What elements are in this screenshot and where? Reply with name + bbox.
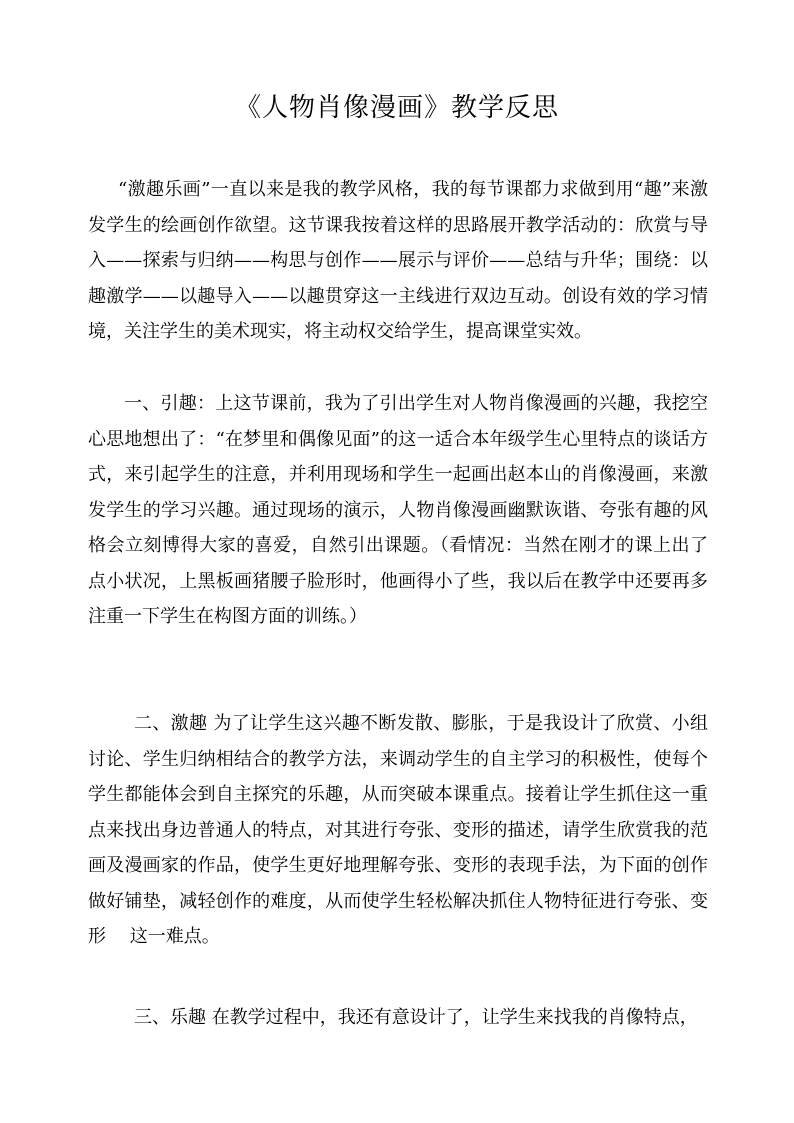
document-title: 《人物肖像漫画》教学反思 <box>234 93 559 123</box>
paragraph-intro: “激趣乐画”一直以来是我的教学风格，我的每节课都力求做到用“趣”来激发学生的绘画创作欲望。这节课我按着这样的思路展开教学活动的：欣赏与导入——探索与归纳——构思与创作——展示与评价——总结与升华；围绕：以趣激学——以趣导入——以趣贯穿这一主线进行双边互动。创设有效的学习情境，关注学生的美术现实，将主动权交给学生，提高课堂实效。 <box>88 179 708 342</box>
paragraph-section-1: 一、引趣：上这节课前，我为了引出学生对人物肖像漫画的兴趣，我挖空心思地想出了：“在梦里和偶像见面”的这一适合本年级学生心里特点的谈话方式，来引起学生的注意，并利用现场和学生一起画出赵本山的肖像漫画，来激发学生的学习兴趣。通过现场的演示，人物肖像漫画幽默诙谐、夸张有趣的风格会立刻博得大家的喜爱，自然引出课题。（看情况：当然在刚才的课上出了点小状况，上黑板画猪腰子脸形时，他画得小了些，我以后在教学中还要再多注重一下学生在构图方面的训练。） <box>88 393 708 627</box>
paragraph-section-2: 二、激趣 为了让学生这兴趣不断发散、膨胀，于是我设计了欣赏、小组讨论、学生归纳相结合的教学方法，来调动学生的自主学习的积极性，使每个学生都能体会到自主探究的乐趣，从而突破本课重点。接着让学生抓住这一重点来找出身边普通人的特点，对其进行夸张、变形的描述，请学生欣赏我的范画及漫画家的作品，使学生更好地理解夸张、变形的表现手法，为下面的创作做好铺垫，减轻创作的难度，从而使学生轻松解决抓住人物特征进行夸张、变形 这一难点。 <box>88 713 708 947</box>
paragraph-section-3: 三、乐趣 在教学过程中，我还有意设计了，让学生来找我的肖像特点， <box>134 1007 698 1028</box>
